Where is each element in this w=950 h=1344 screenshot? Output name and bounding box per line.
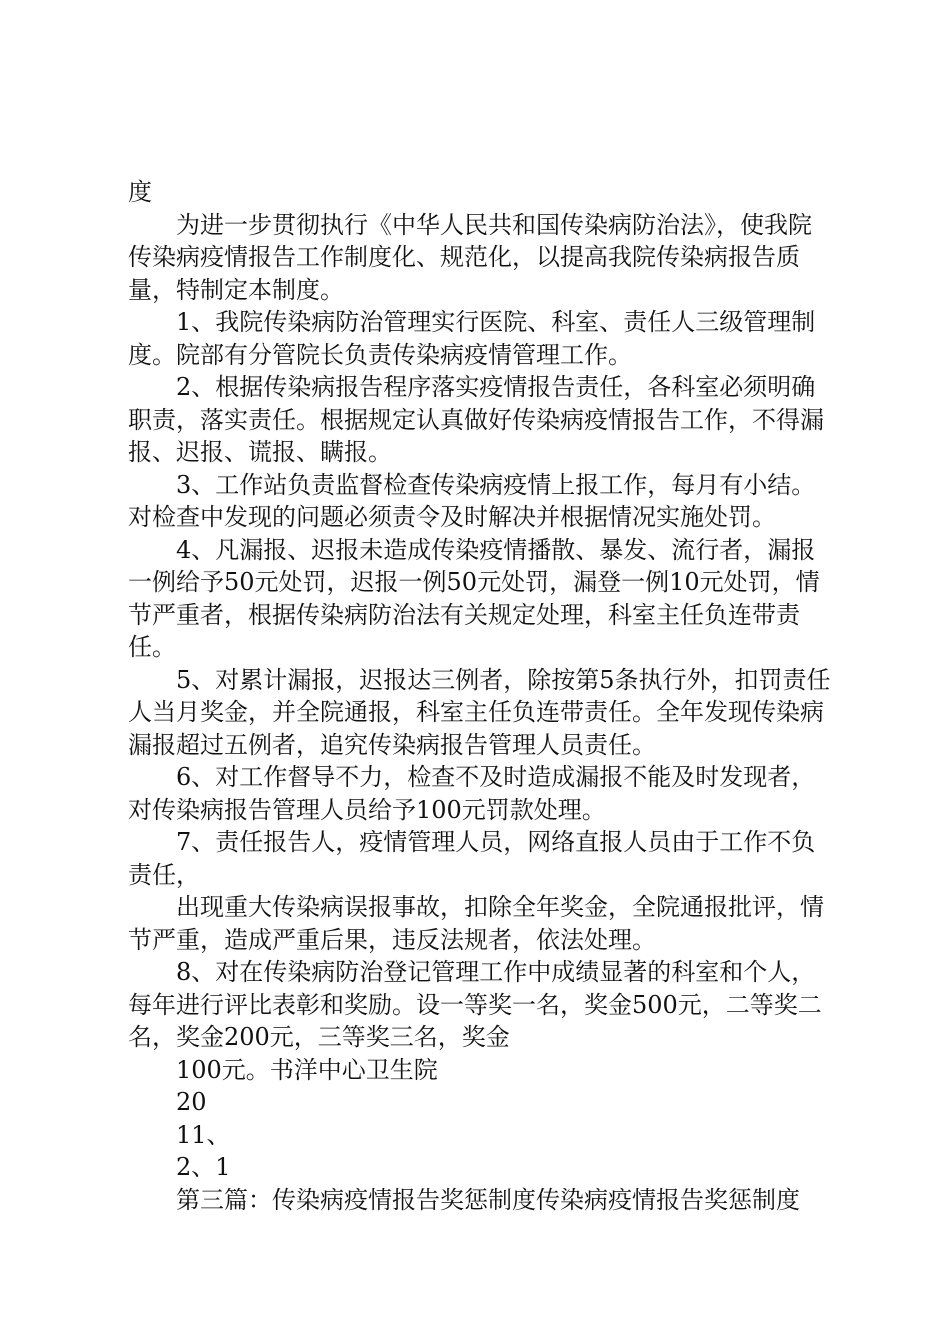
fragment-line: 度 — [128, 178, 152, 206]
rule-6-paragraph: 6、对工作督导不力，检查不及时造成漏报不能及时发现者，对传染病报告管理人员给予100元罚款处理。 — [128, 763, 816, 824]
rule-5-paragraph: 5、对累计漏报，迟报达三例者，除按第5条执行外，扣罚责任人当月奖金，并全院通报，科室主任负连带责任。全年发现传染病漏报超过五例者，追究传染病报告管理人员责任。 — [128, 665, 831, 759]
rule-2-paragraph: 2、根据传染病报告程序落实疫情报告责任，各科室必须明确职责，落实责任。根据规定认真做好传染病疫情报告工作，不得漏报、迟报、谎报、瞒报。 — [128, 373, 824, 466]
intro-paragraph: 为进一步贯彻执行《中华人民共和国传染病防治法》，使我院传染病疫情报告工作制度化、规范化，以提高我院传染病报告质量，特制定本制度。 — [128, 210, 812, 304]
rule-8-paragraph: 8、对在传染病防治登记管理工作中成绩显著的科室和个人，每年进行评比表彰和奖励。设一等奖一名，奖金500元，二等奖二名，奖金200元，三等奖三名，奖金 — [128, 958, 822, 1051]
date-fragment: 11、 — [176, 1120, 231, 1149]
rule-7-paragraph: 7、责任报告人，疫情管理人员，网络直报人员由于工作不负责任， — [128, 828, 816, 889]
rule-3-paragraph: 3、工作站负责监督检查传染病疫情上报工作，每月有小结。对检查中发现的问题必须责令及时解决并根据情况实施处罚。 — [128, 470, 816, 531]
rule-7-continuation: 出现重大传染病误报事故，扣除全年奖金，全院通报批评，情节严重，造成严重后果，违反法规者，依法处理。 — [128, 893, 824, 954]
date-fragment: 20 — [176, 1088, 207, 1116]
date-fragment: 2、1 — [176, 1153, 231, 1181]
rule-1-paragraph: 1、我院传染病防治管理实行医院、科室、责任人三级管理制度。院部有分管院长负责传染病疫情管理工作。 — [128, 308, 816, 369]
rule-4-paragraph: 4、凡漏报、迟报未造成传染疫情播散、暴发、流行者，漏报一例给予50元处罚，迟报一例50元处罚，漏登一例10元处罚，情节严重者，根据传染病防治法有关规定处理，科室主任负连带责任。 — [128, 535, 820, 661]
document-body — [128, 176, 833, 1216]
section-heading: 第三篇：传染病疫情报告奖惩制度传染病疫情报告奖惩制度 — [176, 1185, 800, 1214]
signature-line: 100元。书洋中心卫生院 — [176, 1055, 438, 1084]
